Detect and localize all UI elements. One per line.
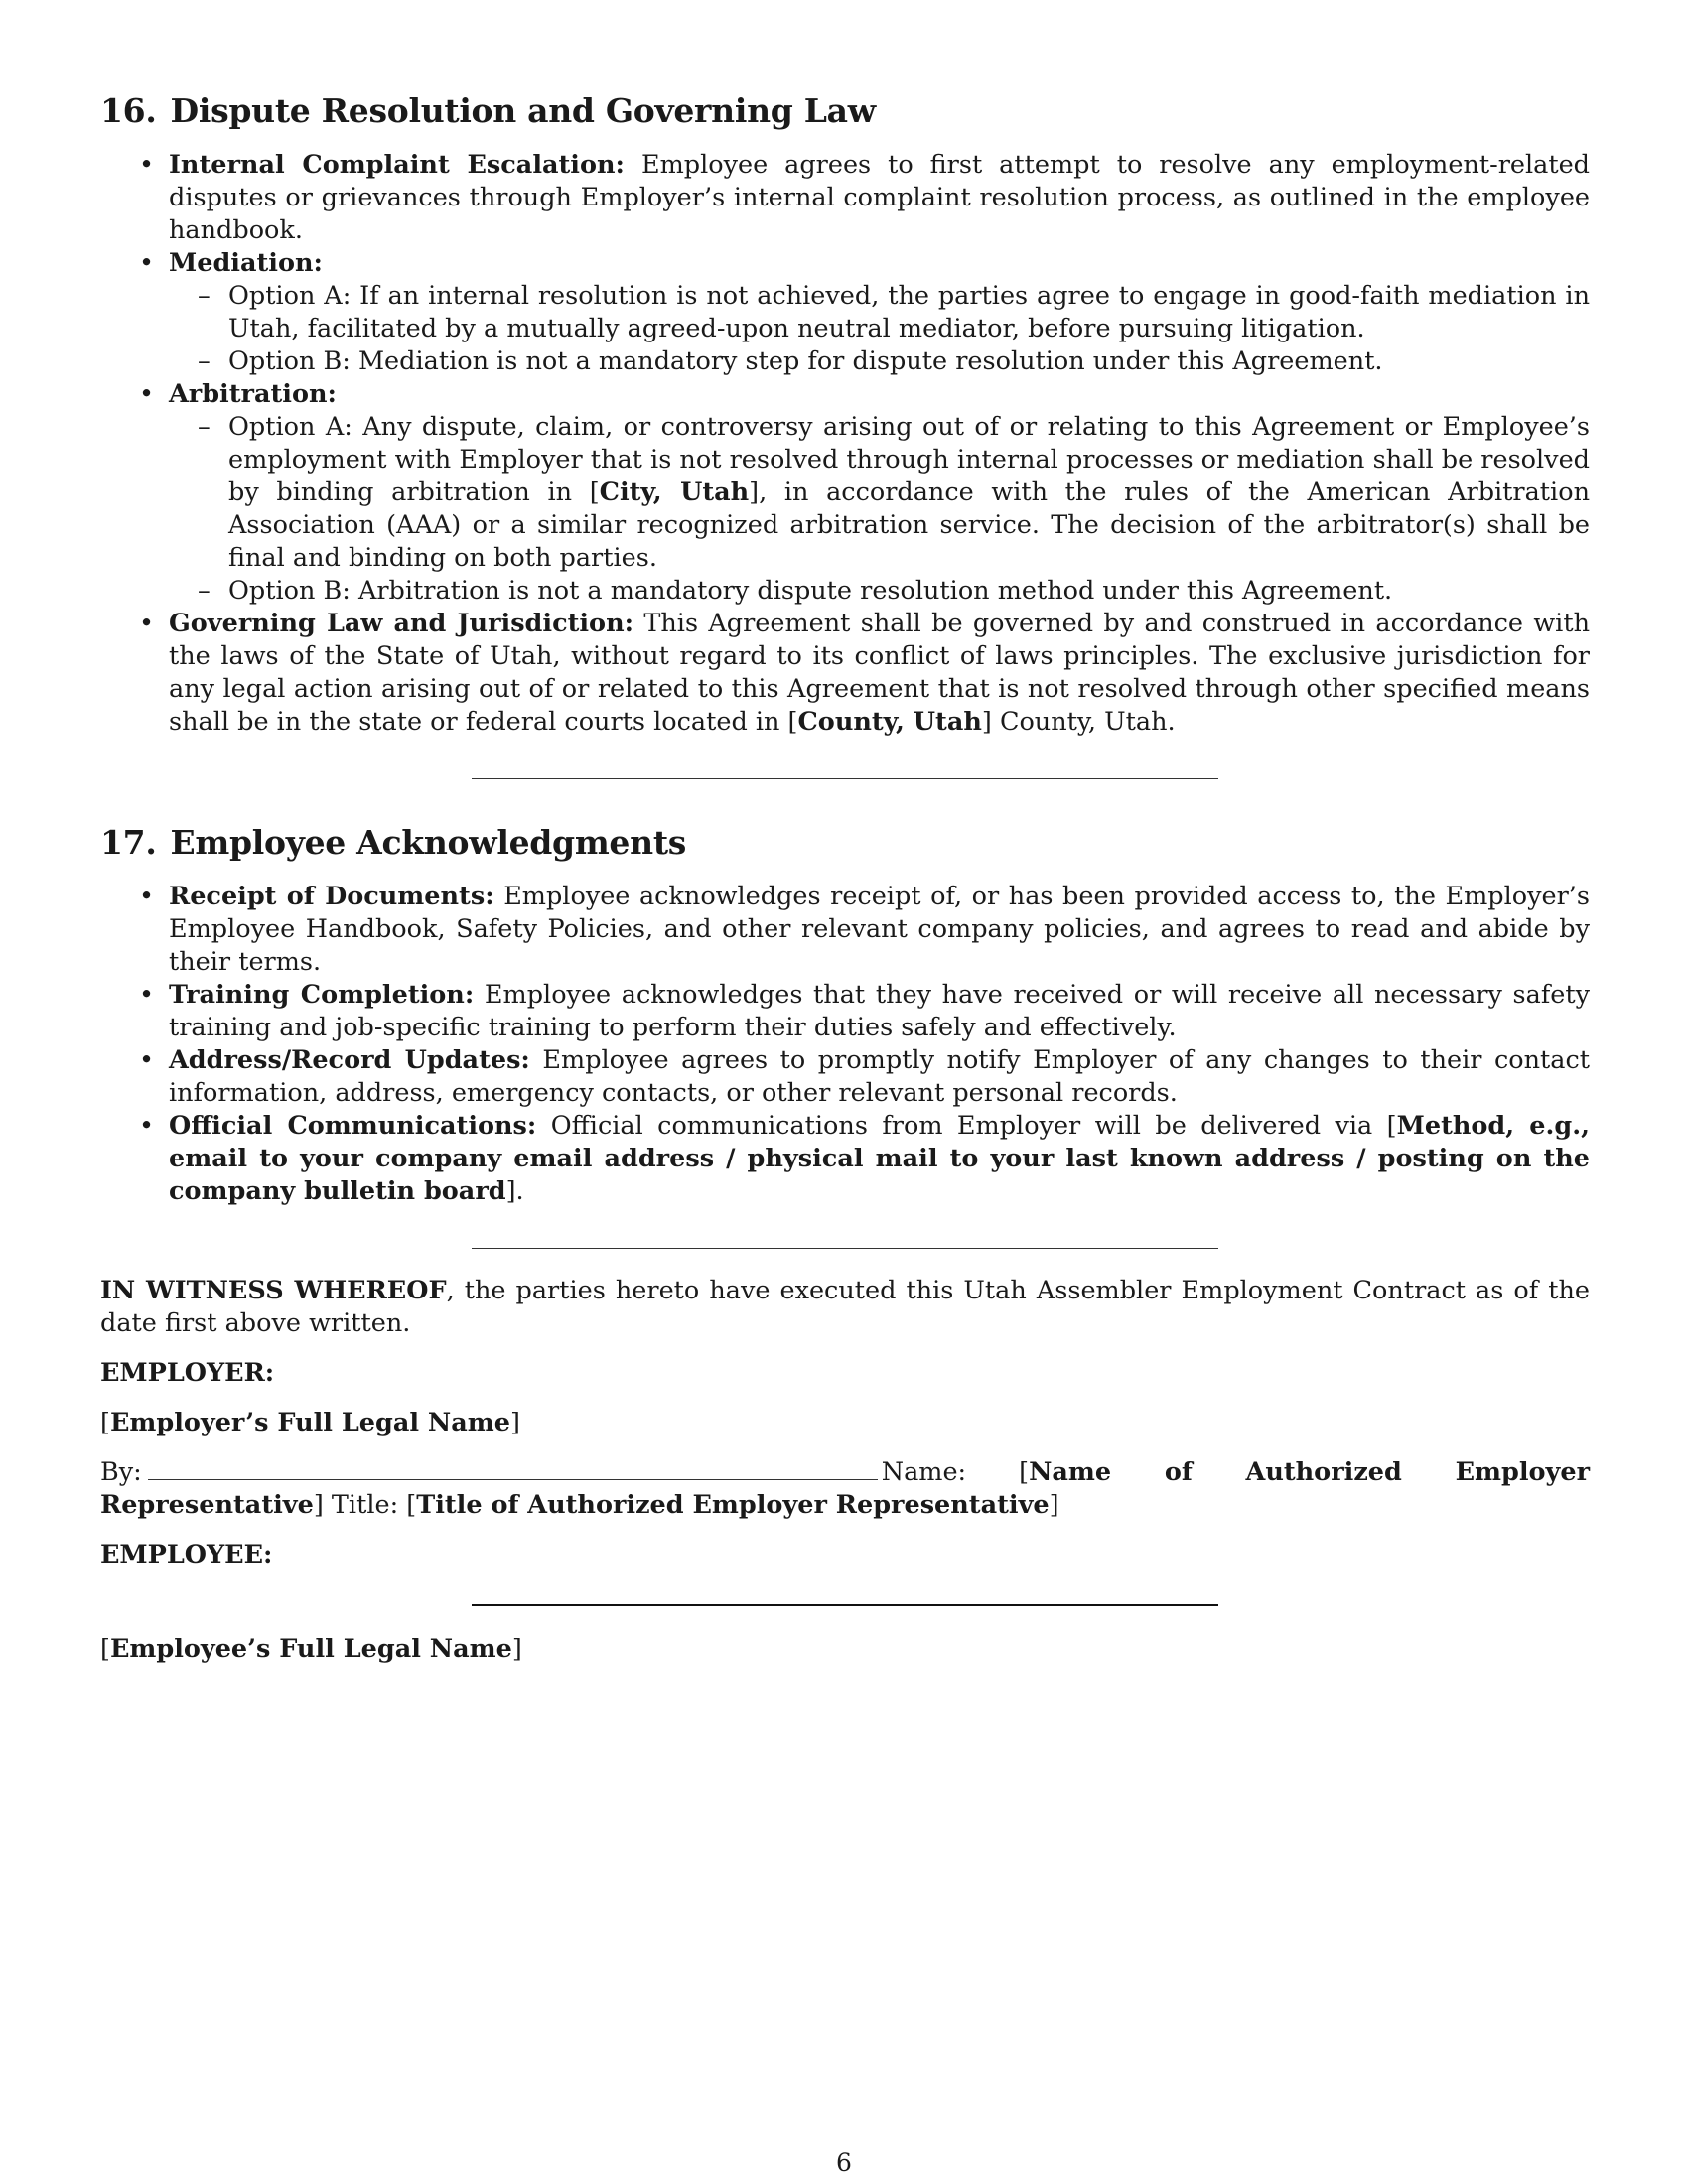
list-item-training <box>100 979 1590 1044</box>
item-text: This Agreement shall be governed by and construed in accordance with the laws of the State of Utah, without regard to its conflict of laws principles. The exclusive jurisdiction for any legal action arising out of or related to this Agreement that is not resolved through other specified means shall be in the state or federal courts located in [ <box>169 609 1591 737</box>
option-text: ], in accordance with the rules of the American Arbitration Association (AAA) or a similar recognized arbitration service. The decision of the arbitrator(s) shall be final and binding on both parties. <box>228 478 1590 573</box>
list-item-address <box>100 1044 1590 1110</box>
employer-heading <box>100 1357 1590 1390</box>
section-17-heading <box>100 823 1590 863</box>
section-16-heading <box>100 91 1590 131</box>
section-divider <box>472 778 1218 779</box>
employer-signature-block: By: Name: [Name of Authorized Employer Representative] Title: [Title of Authorized Employer Representative] <box>100 1457 1591 1520</box>
item-label: Arbitration: <box>169 379 337 409</box>
employee-name-line: [Employee’s Full Legal Name] <box>100 1634 522 1664</box>
by-label: By: <box>100 1457 142 1487</box>
arbitration-option-a <box>169 411 1590 575</box>
employer-name-placeholder: Employer’s Full Legal Name <box>109 1408 510 1437</box>
city-placeholder: City, Utah <box>599 478 750 507</box>
item-label: Receipt of Documents: <box>169 882 494 911</box>
employer-heading-text: EMPLOYER: <box>100 1358 275 1388</box>
item-text: Employee acknowledges that they have received or will receive all necessary safety training and job-specific training to perform their duties safely and effectively. <box>169 980 1590 1042</box>
item-label: Official Communications: <box>169 1111 537 1141</box>
list-item-internal-complaint <box>100 149 1590 247</box>
list-item-governing-law <box>100 608 1590 739</box>
employer-signature-line[interactable] <box>148 1457 878 1480</box>
list-item-arbitration <box>100 378 1590 608</box>
employer-name-line: [Employer’s Full Legal Name] <box>100 1408 520 1437</box>
employee-name-placeholder: Employee’s Full Legal Name <box>109 1634 512 1664</box>
employee-heading <box>100 1539 1590 1571</box>
list-item-receipt <box>100 881 1590 979</box>
section-title: Dispute Resolution and Governing Law <box>170 91 876 130</box>
mediation-option-b: – Option B: Mediation is not a mandatory step for dispute resolution under this Agreement. <box>169 345 1590 378</box>
title-label: Title: <box>331 1490 399 1520</box>
item-label: Mediation: <box>169 248 323 278</box>
item-label: Governing Law and Jurisdiction: <box>169 609 634 638</box>
section-divider <box>472 1248 1218 1249</box>
mediation-options <box>169 280 1590 378</box>
item-label: Internal Complaint Escalation: <box>169 150 625 180</box>
witness-lead: IN WITNESS WHEREOF <box>100 1276 447 1305</box>
employee-signature-line[interactable] <box>472 1604 1218 1606</box>
witness-paragraph <box>100 1275 1590 1340</box>
item-label: Training Completion: <box>169 980 475 1010</box>
list-item-mediation <box>100 247 1590 378</box>
rep-title-placeholder: Title of Authorized Employer Representative <box>416 1490 1050 1520</box>
method-placeholder: Method, e.g., email to your company email address / physical mail to your last known address / posting on the company bulletin board <box>169 1111 1590 1206</box>
employee-heading-text: EMPLOYEE: <box>100 1540 273 1570</box>
item-text: ]. <box>505 1176 524 1206</box>
rep-name-placeholder: Name of Authorized Employer Representative <box>100 1457 1591 1520</box>
arbitration-option-b: – Option B: Arbitration is not a mandatory dispute resolution method under this Agreement. <box>169 575 1590 608</box>
arbitration-options <box>169 411 1590 608</box>
item-label: Address/Record Updates: <box>169 1045 530 1075</box>
list-item-official-communications <box>100 1110 1590 1208</box>
witness-text: , the parties hereto have executed this Utah Assembler Employment Contract as of the date first above written. <box>100 1276 1590 1338</box>
item-text: Employee acknowledges receipt of, or has been provided access to, the Employer’s Employee Handbook, Safety Policies, and other relevant company policies, and agrees to read and abide by their terms. <box>169 882 1590 977</box>
section-number: 16. <box>100 91 157 130</box>
item-text: Employee agrees to promptly notify Employer of any changes to their contact information, address, emergency contacts, or other relevant personal records. <box>169 1045 1591 1108</box>
section-17-list <box>100 881 1590 1208</box>
name-label: Name: <box>881 1457 967 1487</box>
page-number: 6 <box>836 2148 852 2177</box>
option-text: Option A: Any dispute, claim, or controversy arising out of or relating to this Agreement or Employee’s employment with Employer that is not resolved through internal processes or mediation shall be resolved by binding arbitration in [ <box>228 412 1590 507</box>
item-text: ] County, Utah. <box>981 707 1176 737</box>
section-number: 17. <box>100 823 157 862</box>
document-page <box>100 91 1590 1666</box>
section-16-list <box>100 149 1590 739</box>
county-placeholder: County, Utah <box>797 707 982 737</box>
section-title: Employee Acknowledgments <box>170 823 687 862</box>
item-text: Employee agrees to first attempt to resolve any employment-related disputes or grievances through Employer’s internal complaint resolution process, as outlined in the employee handbook. <box>169 150 1590 245</box>
mediation-option-a: – Option A: If an internal resolution is not achieved, the parties agree to engage in good-faith mediation in Utah, facilitated by a mutually agreed-upon neutral mediator, before pursuing litigation. <box>169 280 1590 345</box>
item-text: Official communications from Employer will be delivered via [ <box>550 1111 1397 1141</box>
